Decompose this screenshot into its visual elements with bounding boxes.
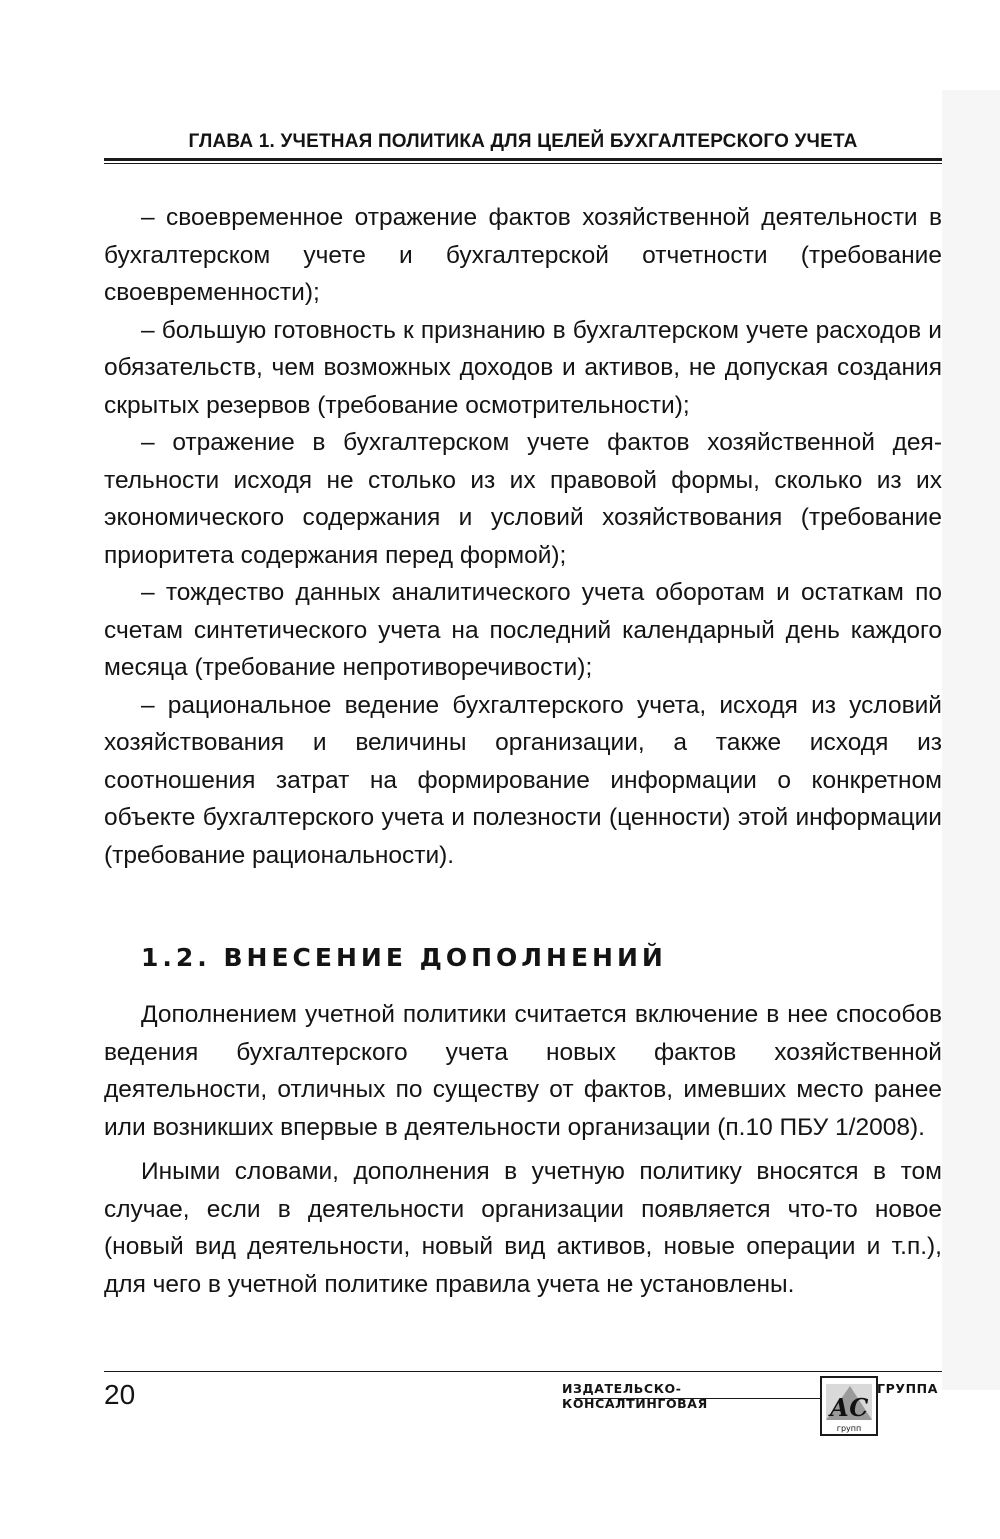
page-number: 20 <box>104 1379 136 1410</box>
header-rule <box>104 158 942 161</box>
section-paragraph: Дополнением учетной политики считается включение в нее способов ведения бухгалтерского учета новых фактов хозяйственной деятельности, отличных по существу от фактов, имевших место ранее или возникших впервые в деятельности организации (п.10 ПБУ 1/2008). <box>104 1001 942 1141</box>
scan-edge-shade <box>942 90 1000 1390</box>
section-heading: 1.2. ВНЕСЕНИЕ ДОПОЛНЕНИЙ <box>141 943 667 972</box>
section-paragraph: Иными словами, дополнения в учетную политику вносятся в том случае, если в деятельности организации появляется что-то новое (новый вид деятельности, новый вид активов, новые операции и т.п.), для чего в учетной политике правила учета не установлены. <box>104 1158 942 1298</box>
list-item-paragraph: – своевременное отражение фактов хозяйственной деятельности в бухгалтерском учете и бухгалтерской отчетности (требование своевременности); <box>104 204 942 306</box>
publisher-logo-icon <box>820 1376 878 1436</box>
logo-letters: АС <box>829 1393 869 1422</box>
publisher-group: ГРУППА <box>877 1381 938 1396</box>
logo-subtext: групп <box>836 1424 862 1433</box>
list-item-paragraph: – отражение в бухгалтерском учете фактов хозяйственной деятельности исходя не столько из их правовой формы, сколько из их экономического содержания и условий хозяйствования (требование приоритета содержания перед формой); <box>104 429 942 569</box>
running-head: ГЛАВА 1. УЧЕТНАЯ ПОЛИТИКА ДЛЯ ЦЕЛЕЙ БУХГАЛТЕРСКОГО УЧЕТА <box>188 131 858 152</box>
publisher-rule <box>575 1398 820 1399</box>
publisher-name: ИЗДАТЕЛЬСКО-КОНСАЛТИНГОВАЯ <box>562 1381 708 1411</box>
list-item-paragraph: – большую готовность к признанию в бухгалтерском учете расходов и обязательств, чем возможных доходов и активов, не допуская создания скрытых резервов (требование осмотрительности); <box>104 316 942 419</box>
header-rule-thin <box>104 163 942 164</box>
publisher-mark <box>562 1376 942 1446</box>
section-body <box>104 996 942 1310</box>
list-item-paragraph: – тождество данных аналитического учета оборотам и остаткам по счетам синтетического учета на последний календарный день каждого месяца (требование непротиворечивости); <box>104 579 942 681</box>
footer-rule <box>104 1371 942 1372</box>
list-item-paragraph: – рациональное ведение бухгалтерского учета, исходя из условий хозяйствования и величины организации, а также исходя из соотношения затрат на формирование информации о конкретном объекте бухгалтерского учета и полезности (ценности) этой информации (требование рациональности). <box>104 691 942 869</box>
body-text <box>104 199 942 874</box>
